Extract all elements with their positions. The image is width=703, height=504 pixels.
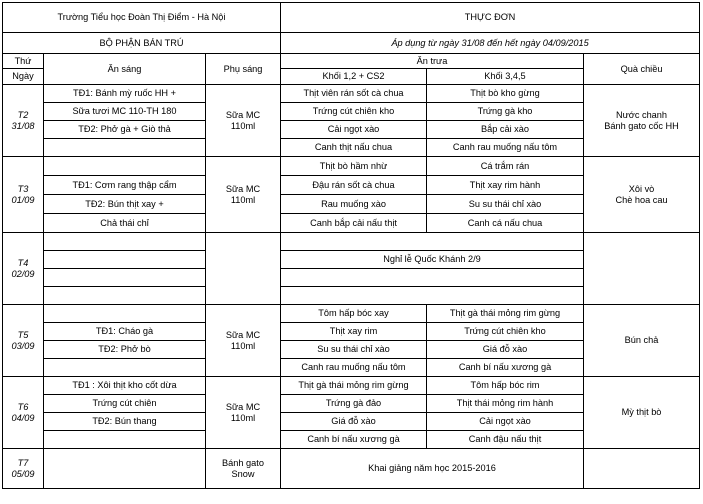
snack-pm-t4 <box>584 233 700 305</box>
breakfast-item: TĐ2: Phở gà + Giò thả <box>44 121 206 139</box>
department-name: BỘ PHẬN BÁN TRÚ <box>3 33 281 54</box>
lunch-12-item: Canh bí nấu xương gà <box>281 431 427 449</box>
lunch-12-item: Canh rau muống nấu tôm <box>281 359 427 377</box>
breakfast-item: TĐ1 : Xôi thịt kho cốt dừa <box>44 377 206 395</box>
lunch-empty <box>281 269 584 287</box>
lunch-12-item: Rau muống xào <box>281 195 427 214</box>
breakfast-item: TĐ2: Phở bò <box>44 341 206 359</box>
snack-am-t2: Sữa MC 110ml <box>206 85 281 157</box>
breakfast-item: TĐ2: Bún thang <box>44 413 206 431</box>
lunch-12-item: Giá đỗ xào <box>281 413 427 431</box>
lunch-345-item: Su su thái chỉ xào <box>427 195 584 214</box>
lunch-345-item: Canh bí nấu xương gà <box>427 359 584 377</box>
breakfast-item: TĐ1: Cơm rang thập cẩm <box>44 176 206 195</box>
breakfast-item: Trứng cút chiên <box>44 395 206 413</box>
menu-table <box>2 2 700 489</box>
snack-pm-t2: Nước chanh Bánh gato cốc HH <box>584 85 700 157</box>
breakfast-item <box>44 233 206 251</box>
breakfast-item <box>44 139 206 157</box>
breakfast-item: Chả thái chỉ <box>44 214 206 233</box>
snack-am-t6: Sữa MC 110ml <box>206 377 281 449</box>
col-thu: Thứ <box>3 54 44 69</box>
day-cell-t4: T4 02/09 <box>3 233 44 305</box>
lunch-12-item: Su su thái chỉ xào <box>281 341 427 359</box>
lunch-345-item: Trứng gà kho <box>427 103 584 121</box>
breakfast-item: TĐ2: Bún thịt xay + <box>44 195 206 214</box>
lunch-345-item: Canh cá nấu chua <box>427 214 584 233</box>
lunch-345-item: Cải ngọt xào <box>427 413 584 431</box>
lunch-345-item: Canh đậu nấu thịt <box>427 431 584 449</box>
snack-pm-t6: Mỳ thịt bò <box>584 377 700 449</box>
breakfast-item <box>44 431 206 449</box>
lunch-empty <box>281 287 584 305</box>
breakfast-item: TĐ1: Bánh mỳ ruốc HH + <box>44 85 206 103</box>
snack-pm-t5: Bún chả <box>584 305 700 377</box>
breakfast-item <box>44 287 206 305</box>
holiday-note: Nghỉ lễ Quốc Khánh 2/9 <box>281 251 584 269</box>
lunch-12-item: Thịt gà thái mỏng rim gừng <box>281 377 427 395</box>
lunch-345-item: Trứng cút chiên kho <box>427 323 584 341</box>
breakfast-item: Sữa tươi MC 110-TH 180 <box>44 103 206 121</box>
lunch-345-item: Tôm hấp bóc rim <box>427 377 584 395</box>
snack-am-t7: Bánh gato Snow <box>206 449 281 489</box>
lunch-empty <box>281 233 584 251</box>
snack-am-t4 <box>206 233 281 305</box>
lunch-345-item: Thịt thái mỏng rim hành <box>427 395 584 413</box>
snack-am-t3: Sữa MC 110ml <box>206 157 281 233</box>
lunch-345-item: Thịt xay rim hành <box>427 176 584 195</box>
col-phu-sang: Phụ sáng <box>206 54 281 85</box>
col-khoi-12: Khối 1,2 + CS2 <box>281 69 427 85</box>
breakfast-item <box>44 251 206 269</box>
lunch-12-item: Tôm hấp bóc xay <box>281 305 427 323</box>
day-cell-t3: T3 01/09 <box>3 157 44 233</box>
col-an-trua: Ăn trưa <box>281 54 584 69</box>
lunch-12-item: Canh thịt nấu chua <box>281 139 427 157</box>
col-ngay: Ngày <box>3 69 44 85</box>
lunch-12-item: Thịt xay rim <box>281 323 427 341</box>
snack-am-t5: Sữa MC 110ml <box>206 305 281 377</box>
menu-title: THỰC ĐƠN <box>281 3 700 33</box>
snack-pm-t3: Xôi vò Chè hoa cau <box>584 157 700 233</box>
lunch-12-item: Canh bắp cải nấu thịt <box>281 214 427 233</box>
lunch-345-item: Canh rau muống nấu tôm <box>427 139 584 157</box>
day-cell-t2: T2 31/08 <box>3 85 44 157</box>
day-cell-t6: T6 04/09 <box>3 377 44 449</box>
lunch-12-item: Trứng cút chiên kho <box>281 103 427 121</box>
event-note: Khai giảng năm học 2015-2016 <box>281 449 584 489</box>
school-name: Trường Tiểu học Đoàn Thị Điểm - Hà Nội <box>3 3 281 33</box>
breakfast-item: TĐ1: Cháo gà <box>44 323 206 341</box>
breakfast-item <box>44 269 206 287</box>
lunch-345-item: Thịt gà thái mỏng rim gừng <box>427 305 584 323</box>
breakfast-item <box>44 449 206 489</box>
lunch-12-item: Đậu rán sốt cà chua <box>281 176 427 195</box>
breakfast-item <box>44 157 206 176</box>
lunch-345-item: Bắp cải xào <box>427 121 584 139</box>
snack-pm-t7 <box>584 449 700 489</box>
breakfast-item <box>44 305 206 323</box>
lunch-345-item: Cá trắm rán <box>427 157 584 176</box>
col-khoi-345: Khối 3,4,5 <box>427 69 584 85</box>
lunch-345-item: Giá đỗ xào <box>427 341 584 359</box>
apply-period: Áp dụng từ ngày 31/08 đến hết ngày 04/09/2015 <box>281 33 700 54</box>
lunch-345-item: Thịt bò kho gừng <box>427 85 584 103</box>
lunch-12-item: Trứng gà đảo <box>281 395 427 413</box>
breakfast-item <box>44 359 206 377</box>
day-cell-t7: T7 05/09 <box>3 449 44 489</box>
lunch-12-item: Thịt bò hầm nhừ <box>281 157 427 176</box>
lunch-12-item: Cải ngọt xào <box>281 121 427 139</box>
col-an-sang: Ăn sáng <box>44 54 206 85</box>
lunch-12-item: Thịt viên rán sốt cà chua <box>281 85 427 103</box>
day-cell-t5: T5 03/09 <box>3 305 44 377</box>
col-qua-chieu: Quà chiều <box>584 54 700 85</box>
